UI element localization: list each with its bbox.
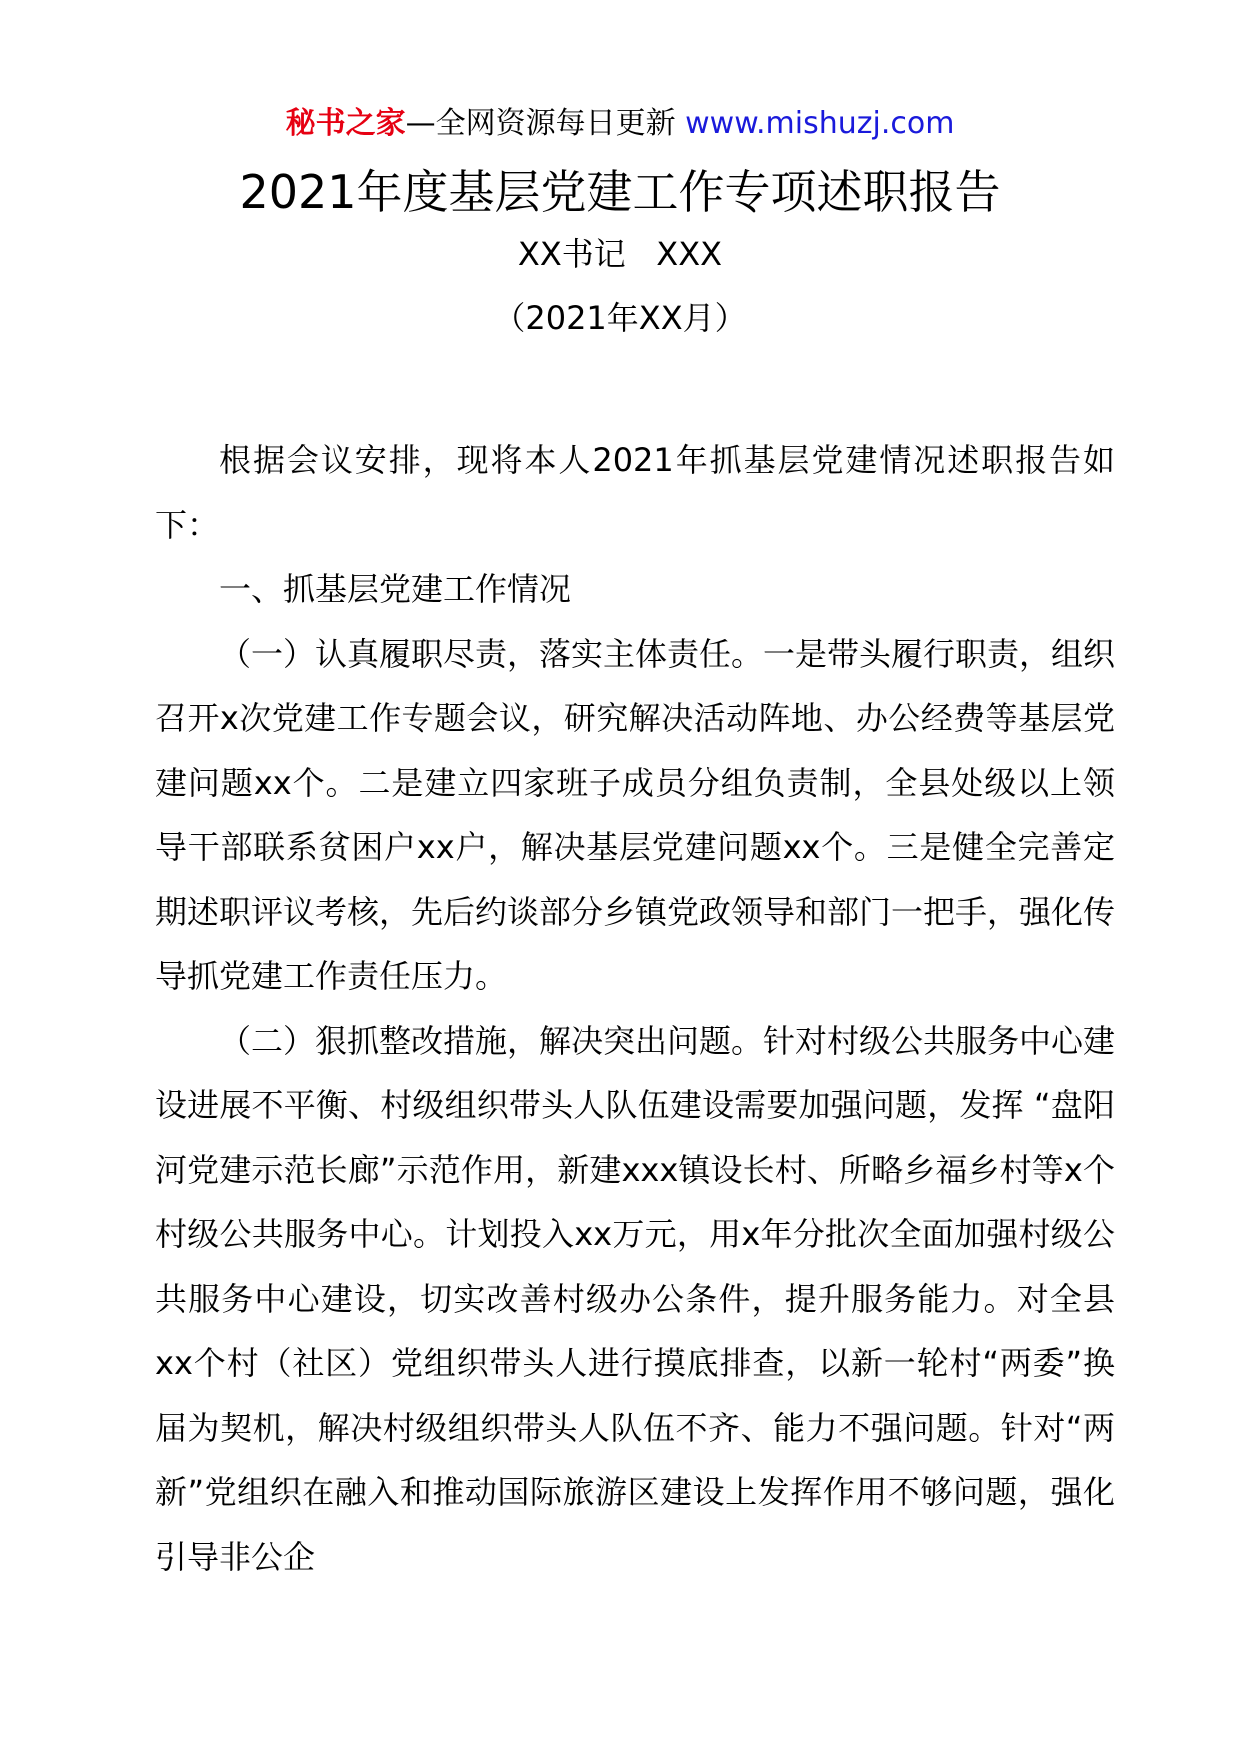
section-heading: 一、抓基层党建工作情况 xyxy=(219,570,572,608)
document-author: XX书记 XXX xyxy=(517,235,723,273)
paragraph-subsection-1: （一）认真履职尽责，落实主体责任。一是带头履行职责，组织召开x次党建工作专题会议，研究解决活动阵地、办公经费等基层党建问题xx个。二是建立四家班子成员分组负责制，全县处级以上领导干部联系贫困户xx户，解决基层党建问题xx个。三是健全完善定期述职评议考核，先后约谈部分乡镇党政领导和部门一把手，强化传导抓党建工作责任压力。 xyxy=(155,634,1116,995)
paragraph-intro: 根据会议安排，现将本人2021年抓基层党建情况述职报告如下： xyxy=(155,441,1115,544)
brand-name: 秘书之家 xyxy=(285,106,406,141)
document-body xyxy=(155,428,1115,1589)
header-banner xyxy=(0,104,1240,144)
banner-slogan: —全网资源每日更新 xyxy=(405,106,676,141)
paragraph-subsection-2: （二）狠抓整改措施，解决突出问题。针对村级公共服务中心建设进展不平衡、村级组织带头人队伍建设需要加强问题，发挥 “盘阳河党建示范长廊”示范作用，新建xxx镇设长村、所略乡福乡村等x个村级公共服务中心。计划投入xx万元，用x年分批次全面加强村级公共服务中心建设，切实改善村级办公条件，提升服务能力。对全县xx个村（社区）党组织带头人进行摸底排查，以新一轮村“两委”换届为契机，解决村级组织带头人队伍不齐、能力不强问题。针对“两新”党组织在融入和推动国际旅游区建设上发挥作用不够问题，强化引导非公企 xyxy=(155,1021,1116,1576)
website-link[interactable]: www.mishuzj.com xyxy=(685,106,955,141)
document-title: 2021年度基层党建工作专项述职报告 xyxy=(239,165,1001,219)
document-date: （2021年XX月） xyxy=(493,299,747,337)
